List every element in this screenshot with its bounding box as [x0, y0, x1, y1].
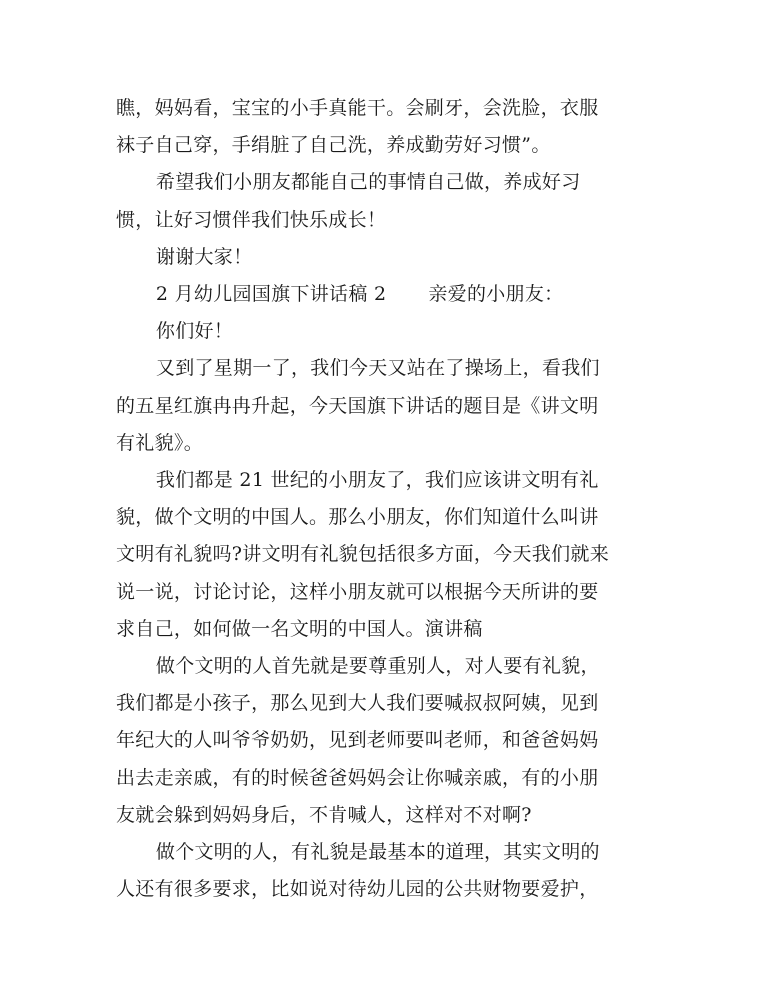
paragraph-4	[116, 462, 644, 648]
text-line: 又到了星期一了，我们今天又站在了操场上，看我们	[155, 357, 600, 380]
paragraph-3	[116, 350, 644, 462]
text-line: 瞧，妈妈看，宝宝的小手真能干。会刷牙，会洗脸，衣服	[116, 97, 599, 119]
text-line: 你们好！	[155, 320, 234, 343]
paragraph-6	[116, 834, 644, 908]
text-line: 的五星红旗冉冉升起，今天国旗下讲话的题目是《讲文明	[116, 394, 599, 417]
document-page	[116, 90, 644, 908]
text-line: 我们都是 21 世纪的小朋友了，我们应该讲文明有礼	[155, 469, 599, 492]
text-line: 做个文明的人首先就是要尊重别人，对人要有礼貌，	[155, 655, 600, 678]
paragraph-2	[116, 164, 644, 238]
text-line: 惯，让好习惯伴我们快乐成长！	[116, 208, 387, 231]
paragraph-1	[116, 90, 644, 164]
text-line: 有礼貌》。	[116, 431, 204, 454]
text-line: 友就会躲到妈妈身后，不肯喊人，这样对不对啊?	[116, 803, 532, 826]
text-line: 我们都是小孩子，那么见到大人我们要喊叔叔阿姨，见到	[116, 692, 599, 715]
speech-title: 2 月幼儿园国旗下讲话稿 2	[155, 283, 387, 306]
text-line: 袜子自己穿，手绢脏了自己洗，养成勤劳好习惯”。	[116, 134, 551, 157]
text-line: 说一说，讨论讨论，这样小朋友就可以根据今天所讲的要	[116, 580, 599, 603]
paragraph-5	[116, 648, 644, 834]
text-line: 希望我们小朋友都能自己的事情自己做，养成好习	[155, 171, 581, 194]
text-line: 出去走亲戚，有的时候爸爸妈妈会让你喊亲戚，有的小朋	[116, 766, 599, 789]
text-line: 人还有很多要求，比如说对待幼儿园的公共财物要爱护，	[116, 878, 599, 901]
greeting-paragraph	[116, 313, 644, 350]
speech-title-paragraph	[116, 276, 644, 313]
paragraph-closing	[116, 239, 644, 276]
text-line: 年纪大的人叫爷爷奶奶，见到老师要叫老师，和爸爸妈妈	[116, 729, 599, 752]
text-line: 文明有礼貌吗?讲文明有礼貌包括很多方面，今天我们就来	[116, 543, 609, 566]
text-line: 谢谢大家！	[155, 245, 253, 268]
speech-title-line	[116, 276, 644, 313]
text-line: 做个文明的人，有礼貌是最基本的道理，其实文明的	[155, 841, 600, 864]
salutation: 亲爱的小朋友：	[428, 283, 564, 306]
text-line: 求自己，如何做一名文明的中国人。演讲稿	[116, 617, 483, 640]
text-line: 貌，做个文明的中国人。那么小朋友，你们知道什么叫讲	[116, 506, 599, 529]
